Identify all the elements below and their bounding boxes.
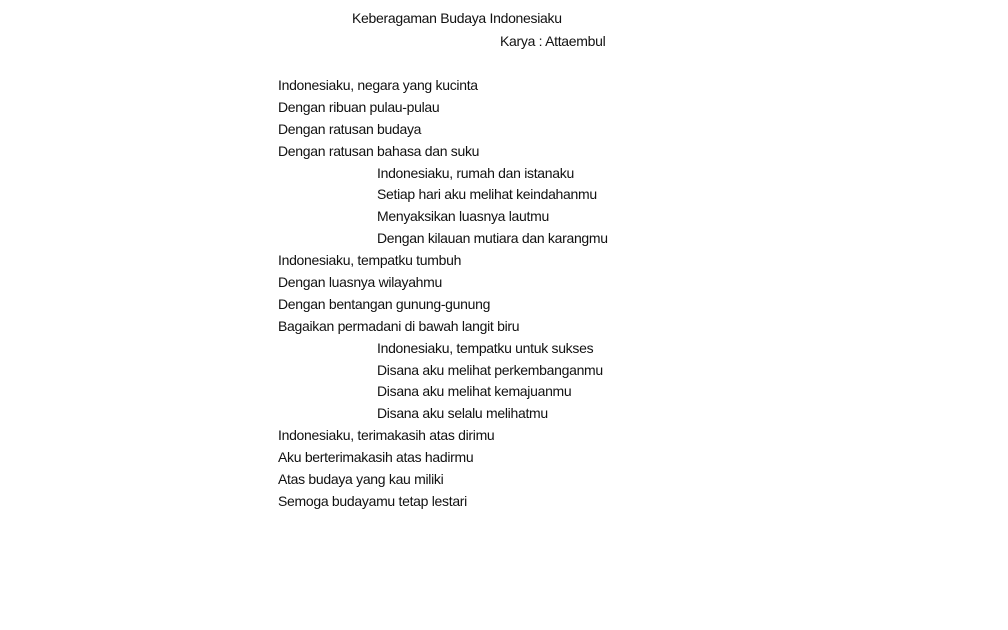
poem-title: Keberagaman Budaya Indonesiaku	[352, 10, 562, 26]
poem-line: Indonesiaku, negara yang kucinta	[278, 77, 478, 93]
stanza-1	[278, 75, 608, 163]
poem-line: Dengan bentangan gunung-gunung	[278, 295, 491, 312]
poem-line: Aku berterimakasih atas hadirmu	[278, 449, 474, 466]
poem-line: Bagaikan permadani di bawah langit biru	[278, 317, 520, 334]
poem-line: Atas budaya yang kau miliki	[278, 471, 444, 488]
poem-line: Disana aku melihat kemajuanmu	[377, 383, 572, 400]
poem-line: Indonesiaku, tempatku untuk sukses	[377, 339, 594, 356]
poem-line: Disana aku selalu melihatmu	[377, 405, 548, 422]
poem-body	[278, 75, 608, 513]
poem-line: Indonesiaku, tempatku tumbuh	[278, 252, 462, 269]
poem-line: Dengan ratusan bahasa dan suku	[278, 142, 480, 159]
poem-line: Semoga budayamu tetap lestari	[278, 492, 467, 509]
stanza-5	[278, 425, 608, 513]
stanza-2	[278, 163, 608, 251]
stanza-3	[278, 250, 608, 338]
poem-line: Dengan kilauan mutiara dan karangmu	[377, 230, 608, 247]
poem-author: Karya : Attaembul	[500, 33, 606, 49]
poem-line: Indonesiaku, rumah dan istanaku	[377, 164, 574, 181]
poem-line: Dengan luasnya wilayahmu	[278, 274, 443, 291]
poem-line: Setiap hari aku melihat keindahanmu	[377, 186, 597, 203]
stanza-4	[278, 338, 608, 426]
poem-line: Dengan ribuan pulau-pulau	[278, 98, 440, 115]
poem-line: Menyaksikan luasnya lautmu	[377, 208, 549, 225]
poem-line: Dengan ratusan budaya	[278, 120, 422, 137]
poem-line: Indonesiaku, terimakasih atas dirimu	[278, 427, 495, 444]
poem-line: Disana aku melihat perkembanganmu	[377, 361, 603, 378]
